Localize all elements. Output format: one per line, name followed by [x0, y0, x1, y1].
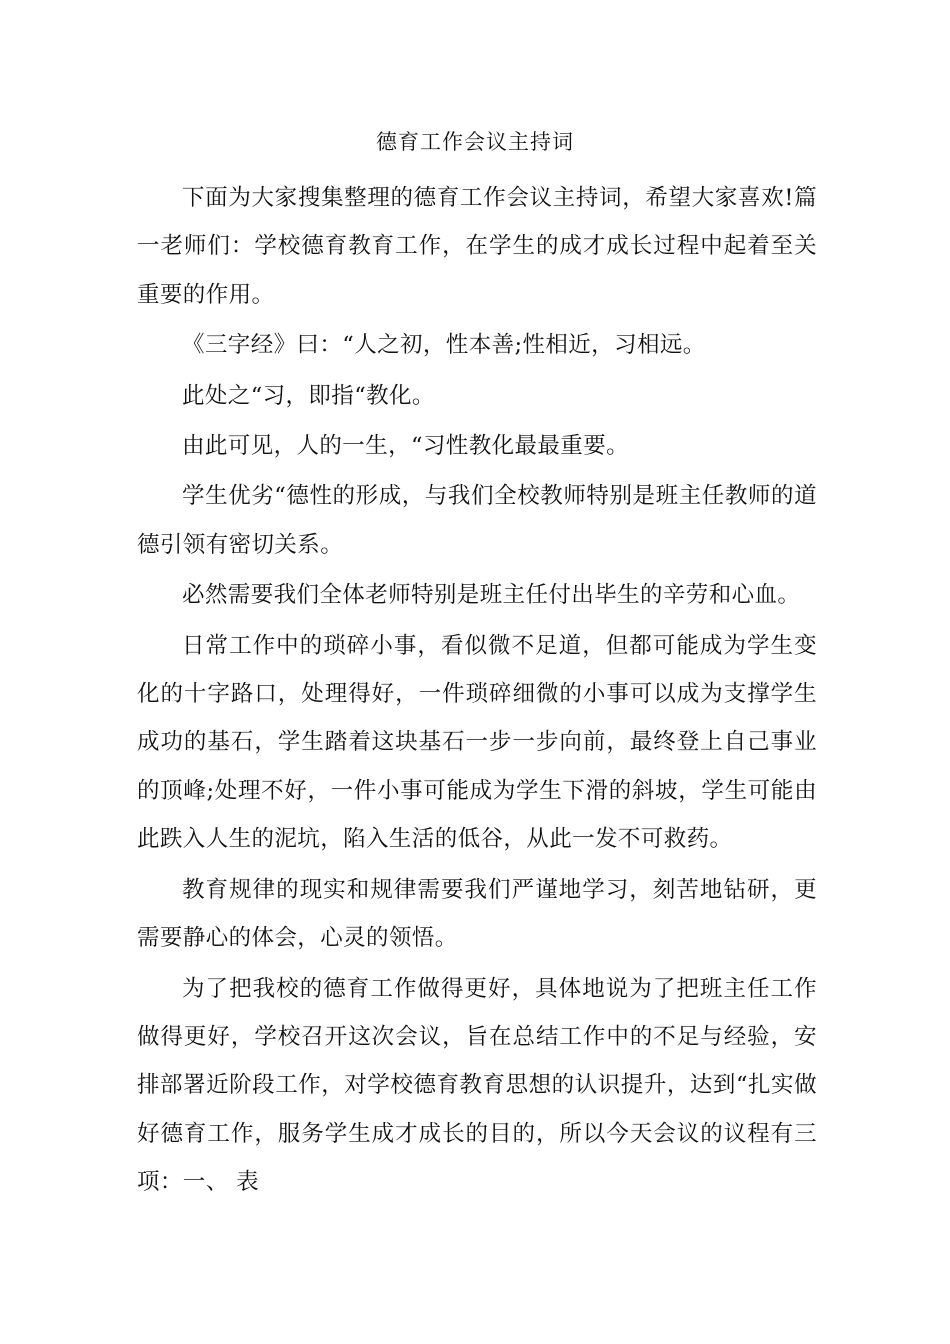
paragraph-meeting-purpose: 为了把我校的德育工作做得更好，具体地说为了把班主任工作做得更好，学校召开这次会议，旨在总结工作中的不足与经验，安排部署近阶段工作，对学校德育教育思想的认识提升，达到“扎实做好德育工作，服务学生成才成长的目的，所以今天会议的议程有三项：一、 表	[137, 975, 817, 1196]
paragraph-sanzijing: 《三字经》曰：“人之初，性本善;性相近，习相远。	[182, 332, 706, 359]
paragraph-daily-work: 日常工作中的琐碎小事，看似微不足道，但都可能成为学生变化的十字路口，处理得好，一件琐碎细微的小事可以成为支撑学生成功的基石，学生踏着这块基石一步一步向前，最终登上自己事业的顶峰;处理不好，一件小事可能成为学生下滑的斜坡，学生可能由此跌入人生的泥坑，陷入生活的低谷，从此一发不可救药。	[137, 632, 817, 853]
document-body	[137, 174, 817, 1209]
paragraph-education-law: 教育规律的现实和规律需要我们严谨地学习，刻苦地钻研，更需要静心的体会，心灵的领悟。	[137, 876, 817, 952]
paragraph-xi: 此处之“习，即指“教化。	[182, 382, 435, 409]
paragraph-character: 学生优劣“德性的形成，与我们全校教师特别是班主任教师的道德引领有密切关系。	[137, 483, 817, 558]
paragraph-intro: 下面为大家搜集整理的德育工作会议主持词，希望大家喜欢!篇一老师们：学校德育教育工作，在学生的成才成长过程中起着至关重要的作用。	[137, 185, 817, 308]
paragraph-life: 由此可见，人的一生，“习性教化最最重要。	[182, 433, 630, 460]
document-title: 德育工作会议主持词	[376, 130, 574, 154]
paragraph-effort: 必然需要我们全体老师特别是班主任付出毕生的辛劳和心血。	[182, 582, 801, 609]
